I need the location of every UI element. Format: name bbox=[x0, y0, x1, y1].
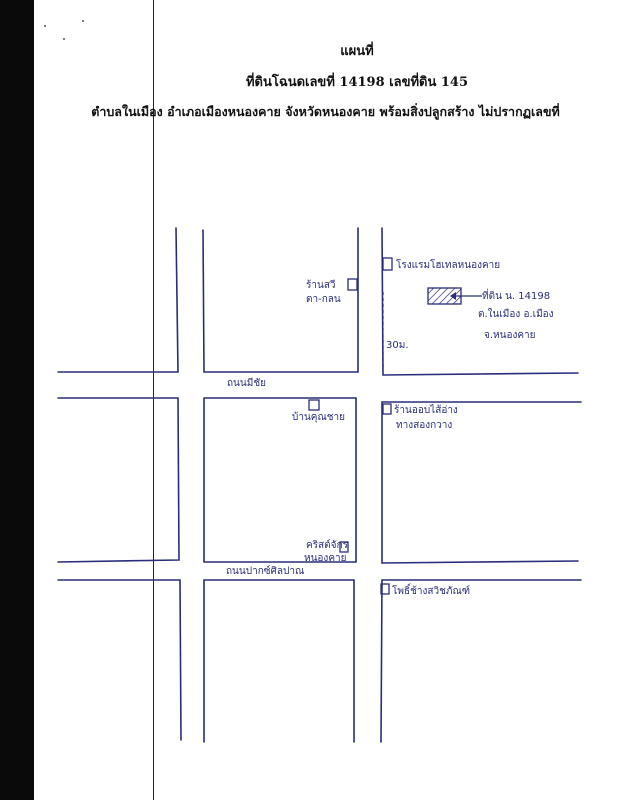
sign-shop-label-1: ร้านออบไส้อ่าง bbox=[394, 405, 458, 416]
road-edge bbox=[58, 228, 178, 372]
road-edge bbox=[58, 398, 179, 562]
road-edge bbox=[381, 580, 581, 742]
shop-label-2: ตา-กลน bbox=[306, 294, 341, 305]
road-edge bbox=[58, 580, 181, 740]
hotel-label: โรงแรมโฮเทลหนองคาย bbox=[396, 260, 501, 271]
distance-label: 30ม. bbox=[386, 340, 409, 351]
shop-marker bbox=[348, 279, 357, 290]
sign-shop-label-2: ทางสองกวาง bbox=[396, 420, 453, 431]
pharmacy-label: โพธิ์ช้างสวิชภัณฑ์ bbox=[392, 586, 471, 597]
road-name-lower: ถนนปากซ์ศิลปาณ bbox=[226, 566, 305, 577]
road-lines bbox=[58, 228, 581, 742]
sign-shop-marker bbox=[383, 404, 391, 414]
location-line: ตำบลในเมือง อำเภอเมืองหนองคาย จังหวัดหนองคาย พร้อมสิ่งปลูกสร้าง ไม่ปรากฏเลขที่ bbox=[91, 104, 560, 119]
parcel-label-3: จ.หนองคาย bbox=[484, 330, 536, 341]
deed-line: ที่ดินโฉนดเลขที่ 14198 เลขที่ดิน 145 bbox=[245, 75, 469, 90]
shop-label-1: ร้านสวี bbox=[306, 280, 336, 291]
hotel-marker bbox=[383, 258, 392, 270]
church-label-1: คริสต์จักร bbox=[306, 540, 348, 551]
parcel-label-2: ต.ในเมือง อ.เมือง bbox=[478, 309, 554, 320]
road-edge bbox=[204, 580, 354, 742]
road-name-upper: ถนนมีชัย bbox=[227, 378, 266, 389]
house-label: บ้านคุณชาย bbox=[292, 412, 346, 423]
parcel-label-1: ที่ดิน น. 14198 bbox=[482, 291, 551, 302]
church-label-2: หนองคาย bbox=[304, 553, 347, 564]
house-marker bbox=[309, 400, 319, 410]
map-title: แผนที่ bbox=[340, 44, 374, 59]
